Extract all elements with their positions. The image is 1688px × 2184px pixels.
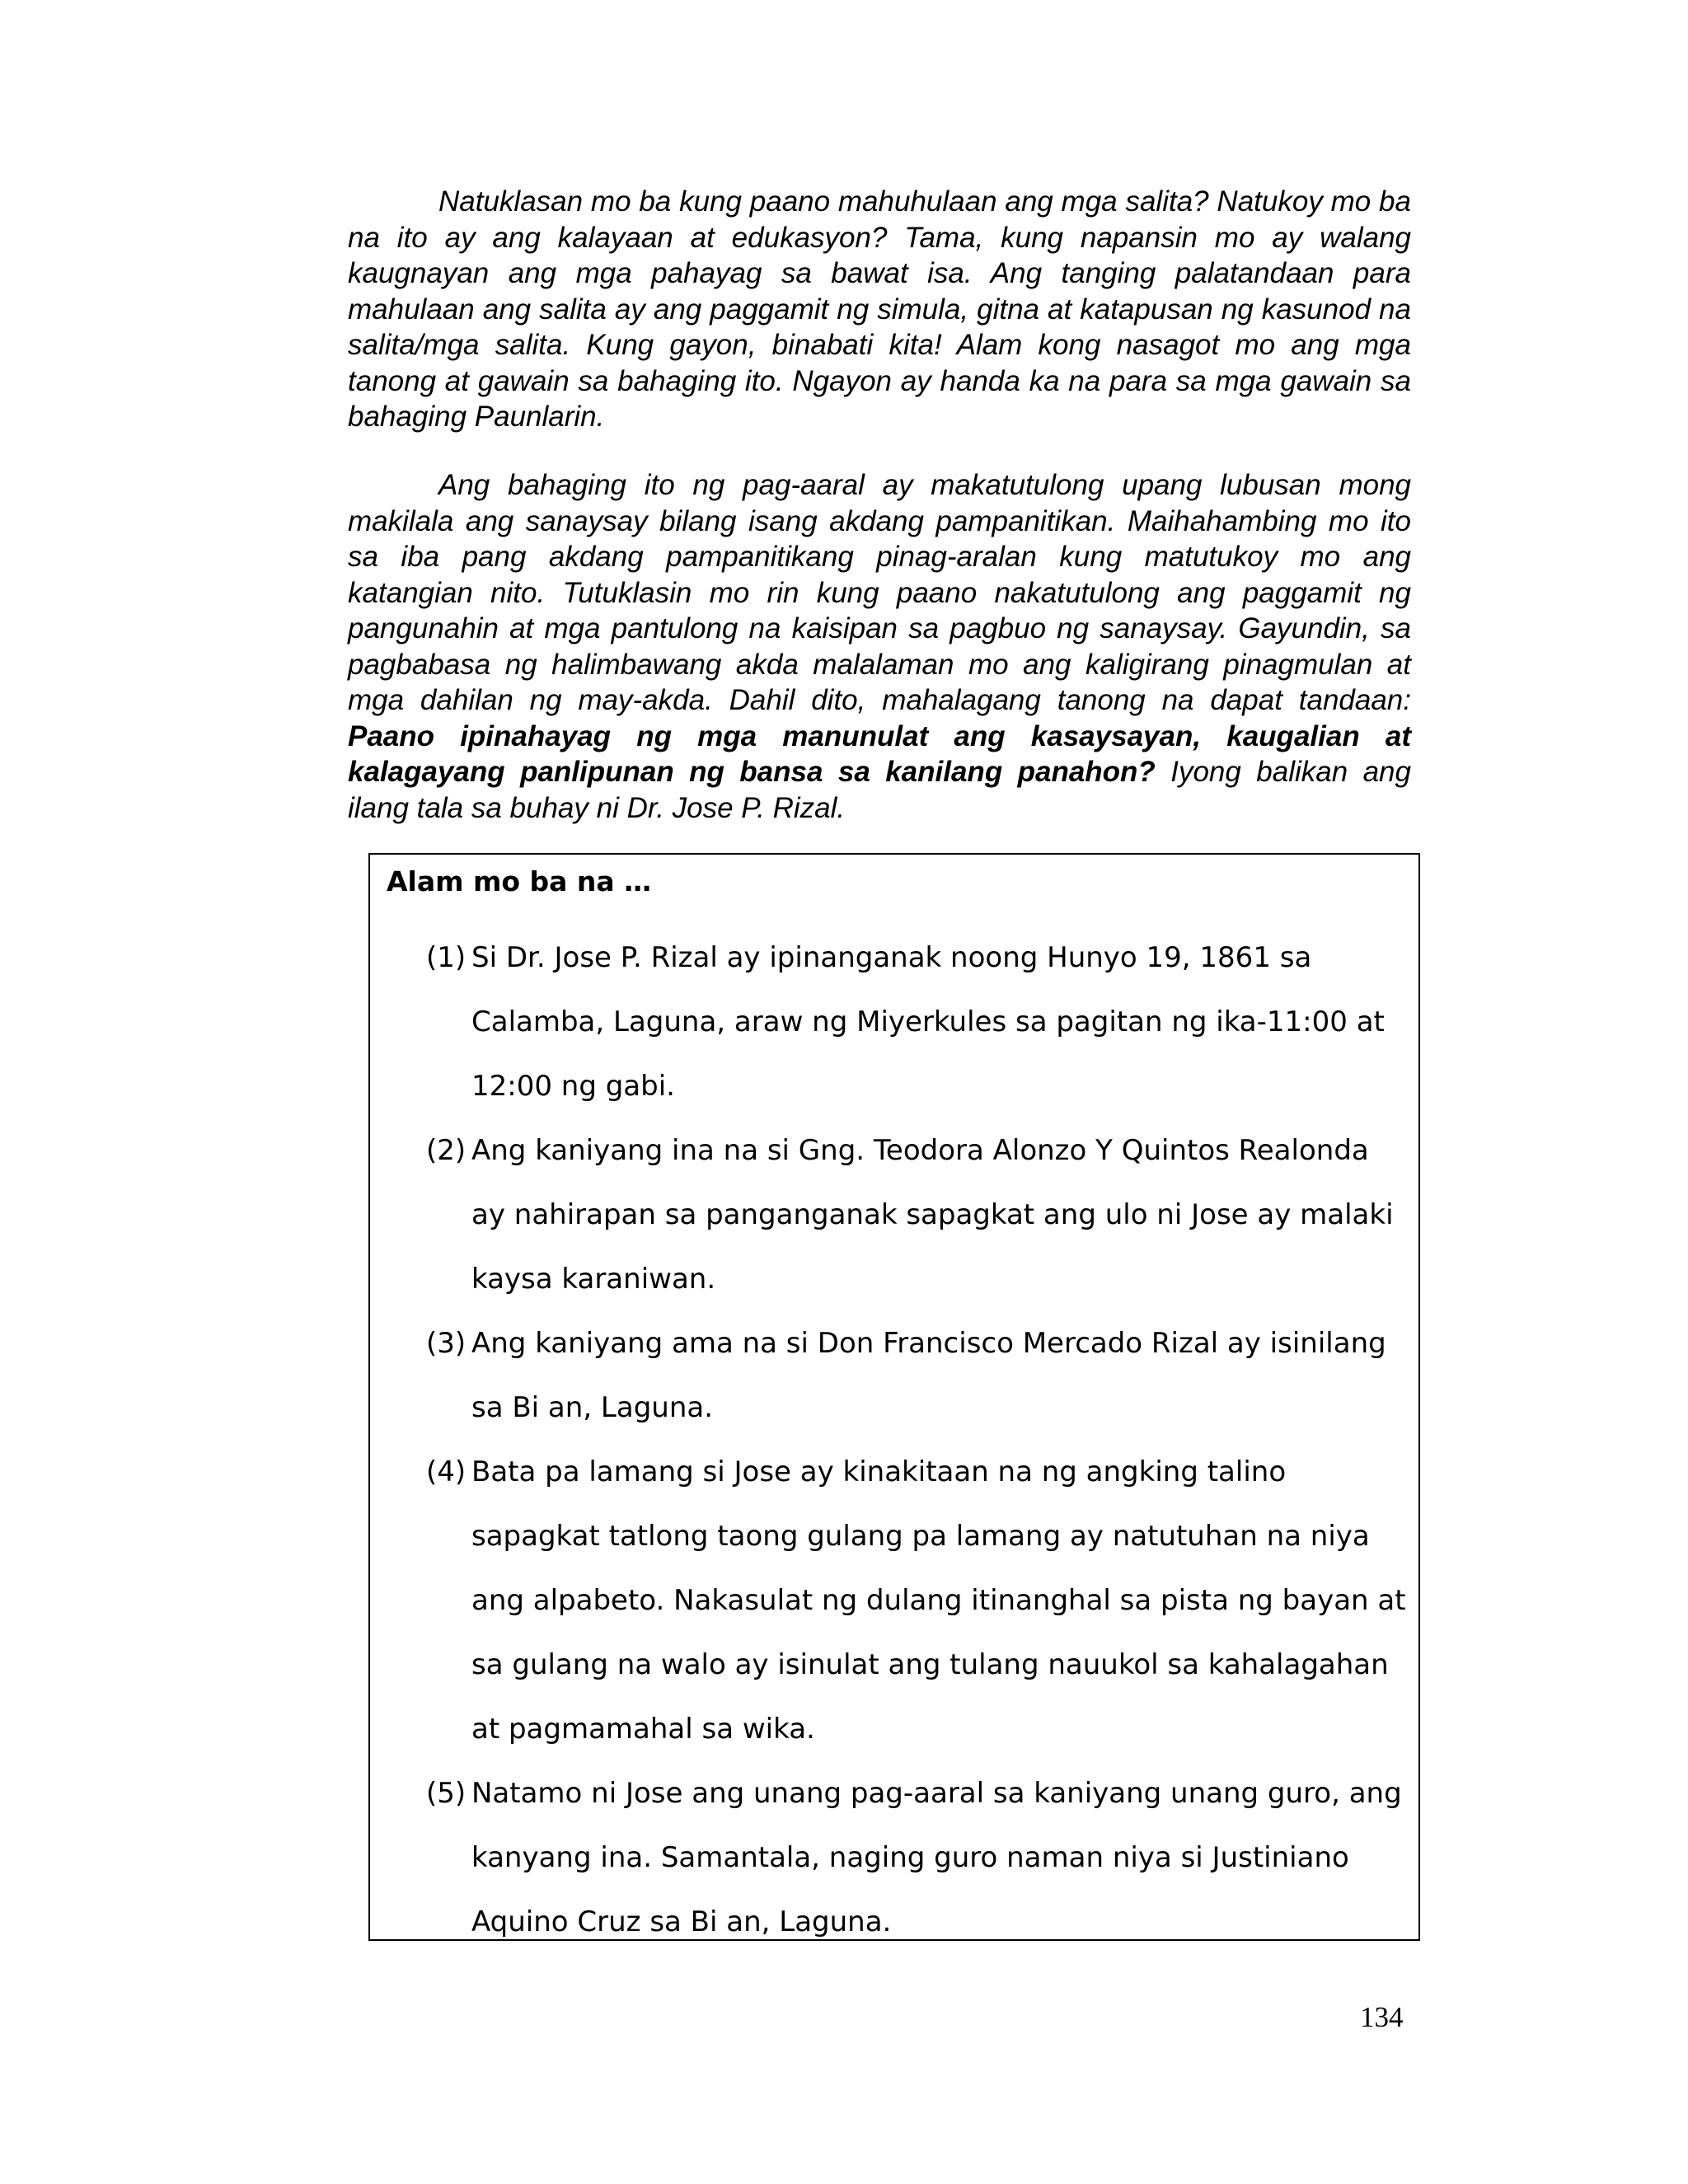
fact-item [426, 1761, 1407, 1954]
intro-paragraph [348, 184, 1411, 435]
fact-number: (4) [426, 1455, 467, 1488]
lesson-paragraph-text: Ang bahaging ito ng pag-aaral ay makatutulong upang lubusan mong makilala ang sanaysay bilang isang akdang pampanitikan. Maihahambing mo ito sa iba pang akdang pampanitikang pinag-aralan kung matutukoy mo ang katangian nito. Tutuklasin mo rin kung paano nakatutulong ang paggamit ng pangunahin at mga pantulong na kaisipan sa pagbuo ng sanaysay. Gayundin, sa pagbabasa ng halimbawang akda malalaman mo ang kaligirang pinagmulan at mga dahilan ng may-akda. Dahil dito, mahalagang tanong na dapat tandaan: [348, 469, 1411, 716]
did-you-know-box [368, 853, 1420, 1941]
fact-item [426, 926, 1407, 1118]
fact-item [426, 1311, 1407, 1440]
fact-text: Si Dr. Jose P. Rizal ay ipinanganak noong Hunyo 19, 1861 sa Calamba, Laguna, araw ng Miyerkules sa pagitan ng ika-11:00 at 12:00 ng gabi. [471, 941, 1385, 1103]
fact-number: (5) [426, 1777, 467, 1810]
fact-text: Ang kaniyang ama na si Don Francisco Mercado Rizal ay isinilang sa Bi an, Laguna. [471, 1327, 1386, 1424]
fact-number: (1) [426, 941, 467, 974]
key-question: Paano ipinahayag ng mga manunulat ang kasaysayan, kaugalian at kalagayang panlipunan ng bansa sa kanilang panahon? [348, 719, 1411, 788]
fact-text: Bata pa lamang si Jose ay kinakitaan na ng angking talino sapagkat tatlong taong gulang pa lamang ay natutuhan na niya ang alpabeto. Nakasulat ng dulang itinanghal sa pista ng bayan at sa gulang na walo ay isinulat ang tulang nauukol sa kahalagahan at pagmamahal sa wika. [471, 1455, 1406, 1746]
facts-list [426, 926, 1407, 1954]
page-number: 134 [1360, 2001, 1404, 2033]
box-title: Alam mo ba na … [387, 865, 652, 898]
fact-item [426, 1440, 1407, 1761]
fact-number: (3) [426, 1327, 467, 1360]
fact-item [426, 1118, 1407, 1311]
fact-text: Ang kaniyang ina na si Gng. Teodora Alonzo Y Quintos Realonda ay nahirapan sa panganganak sapagkat ang ulo ni Jose ay malaki kaysa karaniwan. [471, 1134, 1394, 1296]
lesson-paragraph [348, 467, 1411, 826]
fact-number: (2) [426, 1134, 467, 1167]
fact-text: Natamo ni Jose ang unang pag-aaral sa kaniyang unang guro, ang kanyang ina. Samantala, naging guro naman niya si Justiniano Aquino Cruz sa Bi an, Laguna. [471, 1777, 1402, 1938]
lesson-paragraph-closing: Iyong balikan ang ilang tala sa buhay ni Dr. Jose P. Rizal. [348, 756, 1411, 824]
intro-paragraph-text: Natuklasan mo ba kung paano mahuhulaan ang mga salita? Natukoy mo ba na ito ay ang kalayaan at edukasyon? Tama, kung napansin mo ay walang kaugnayan ang mga pahayag sa bawat isa. Ang tanging palatandaan para mahulaan ang salita ay ang paggamit ng simula, gitna at katapusan ng kasunod na salita/mga salita. Kung gayon, binabati kita! Alam kong nasagot mo ang mga tanong at gawain sa bahaging ito. Ngayon ay handa ka na para sa mga gawain sa bahaging Paunlarin. [348, 185, 1411, 433]
